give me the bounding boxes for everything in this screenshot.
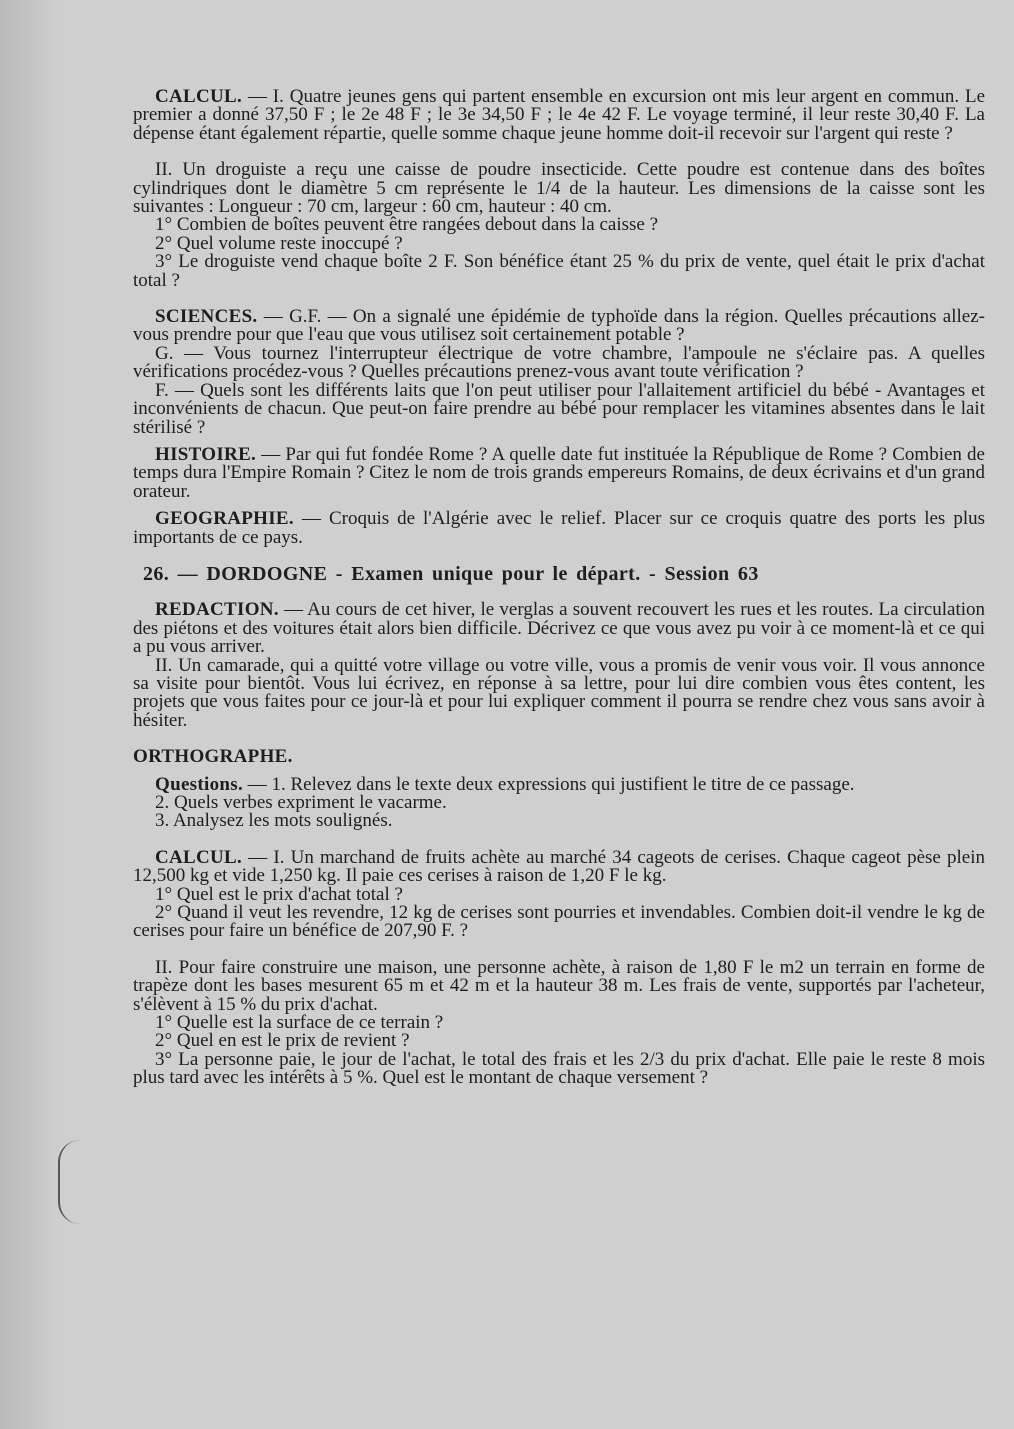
subject-heading: SCIENCES.: [155, 306, 258, 328]
paragraph: [133, 748, 985, 766]
paragraph: [133, 601, 985, 656]
paragraph-text: — 1. Relevez dans le texte deux expressions qui justifient le titre de ce passage.: [243, 773, 855, 795]
paragraph-text: 2° Quel en est le prix de revient ?: [155, 1030, 410, 1052]
paragraph-text: 2° Quand il veut les revendre, 12 kg de cerises sont pourries et invendables. Combien doit-il vendre le kg de cerises pour faire un bénéfice de 207,90 F. ?: [133, 902, 985, 942]
subject-heading: ORTHOGRAPHE.: [133, 746, 293, 768]
subject-heading: CALCUL.: [155, 86, 243, 107]
paragraph: [133, 956, 985, 1015]
paragraph-text: 1° Quel est le prix d'achat total ?: [155, 883, 403, 905]
paragraph-text: II. Un droguiste a reçu une caisse de poudre insecticide. Cette poudre est contenue dans des boîtes cylindriques dont le diamètre 5 cm représente le 1/4 de la hauteur. Les dimensions de la caisse sont les suivantes : Longueur : 70 cm, largeur : 60 cm, hauteur : 40 cm.: [133, 159, 985, 218]
pencil-mark: [58, 1140, 80, 1224]
paragraph: [133, 1048, 985, 1089]
paragraph-text: — G.F. — On a signalé une épidémie de typhoïde dans la région. Quelles précautions allez-vous prendre pour que l'eau que vous utilisez soit certainement potable ?: [133, 306, 985, 346]
paragraph-text: II. Un camarade, qui a quitté votre village ou votre ville, vous a promis de venir vous voir. Il vous annonce sa visite pour bientôt. Vous lui écrivez, en réponse à sa lettre, pour lui dire combien vous êtes content, les projets que vous faites pour ce jour-là et pour lui expliquer comment il pourra se rendre chez vous sans avoir à hésiter.: [133, 654, 985, 731]
subject-heading: GEOGRAPHIE.: [155, 508, 294, 530]
paragraph-text: 2° Quel volume reste inoccupé ?: [155, 232, 403, 254]
paragraph: [133, 443, 985, 502]
paragraph-text: 3° La personne paie, le jour de l'achat, le total des frais et les 2/3 du prix d'achat. Elle paie le reste 8 mois plus tard avec les intérêts à 5 %. Quel est le montant de chaque versement ?: [133, 1048, 985, 1089]
paragraph: [133, 812, 985, 830]
paragraph: [133, 253, 985, 290]
paragraph-text: 1° Quelle est la surface de ce terrain ?: [155, 1012, 444, 1034]
subject-heading: HISTOIRE.: [155, 443, 257, 465]
section-title: 26. — DORDOGNE - Examen unique pour le départ. - Session 63: [143, 562, 759, 585]
paragraph-text: — I. Un marchand de fruits achète au marché 34 cageots de cerises. Chaque cageot pèse plein 12,500 kg et vide 1,250 kg. Il paie ces cerises à raison de 1,20 F le kg.: [133, 846, 985, 887]
subject-heading: Questions.: [155, 773, 243, 795]
paragraph-text: 3. Analysez les mots soulignés.: [155, 810, 393, 832]
paragraph: [133, 904, 985, 941]
paragraph-text: — Par qui fut fondée Rome ? A quelle date fut instituée la République de Rome ? Combien de temps dura l'Empire Romain ? Citez le nom de trois grands empereurs Romains, de deux écrivains et d'un grand orateur.: [133, 443, 985, 502]
paragraph: [133, 379, 985, 438]
paragraph-text: — I. Quatre jeunes gens qui partent ensemble en excursion ont mis leur argent en commun. Le premier a donné 37,50 F ; le 2e 48 F ; le 3e 34,50 F ; le 4e 42 F. Le voyage terminé, il leur reste 30,40 F. La dépense étant également répartie, quelle somme chaque jeune homme doit-il recevoir sur l'argent qui reste ?: [133, 86, 985, 144]
paragraph: [133, 846, 985, 887]
paragraph-text: II. Pour faire construire une maison, une personne achète, à raison de 1,80 F le m2 un terrain en forme de trapèze dont les bases mesurent 65 m et 42 m et la hauteur 38 m. Les frais de vente, supportés par l'acheteur, s'élèvent à 15 % du prix d'achat.: [133, 956, 985, 1015]
paragraph: [133, 654, 985, 731]
subject-heading: REDACTION.: [155, 599, 279, 621]
paragraph-text: 3° Le droguiste vend chaque boîte 2 F. Son bénéfice étant 25 % du prix de vente, quel était le prix d'achat total ?: [133, 251, 985, 291]
paragraph: [133, 308, 985, 345]
text-column: [133, 88, 985, 1088]
paragraph-text: 2. Quels verbes expriment le vacarme.: [155, 792, 447, 813]
paragraph: [133, 342, 985, 383]
subject-heading: CALCUL.: [155, 846, 243, 868]
paragraph: [133, 510, 985, 547]
paragraph-text: — Croquis de l'Algérie avec le relief. Placer sur ce croquis quatre des ports les plus importants de ce pays.: [133, 508, 985, 548]
paragraph-text: — Au cours de cet hiver, le verglas a souvent recouvert les rues et les routes. La circulation des piétons et des voitures était alors bien difficile. Décrivez ce que vous avez pu voir à ce moment-là et ce qui a pu vous arriver.: [133, 599, 985, 658]
paragraph-text: 1° Combien de boîtes peuvent être rangées debout dans la caisse ?: [155, 214, 659, 236]
paragraph: [133, 88, 985, 143]
paragraph-text: F. — Quels sont les différents laits que l'on peut utiliser pour l'allaitement artificiel du bébé - Avantages et inconvénients de chacun. Que peut-on faire prendre au bébé pour remplacer les vitamines absentes dans le lait stérilisé ?: [133, 379, 985, 438]
paragraph-text: G. — Vous tournez l'interrupteur électrique de votre chambre, l'ampoule ne s'éclaire pas. A quelles vérifications procédez-vous ? Quelles précautions prenez-vous avant toute vérification ?: [133, 342, 985, 383]
paragraph: [133, 161, 985, 216]
